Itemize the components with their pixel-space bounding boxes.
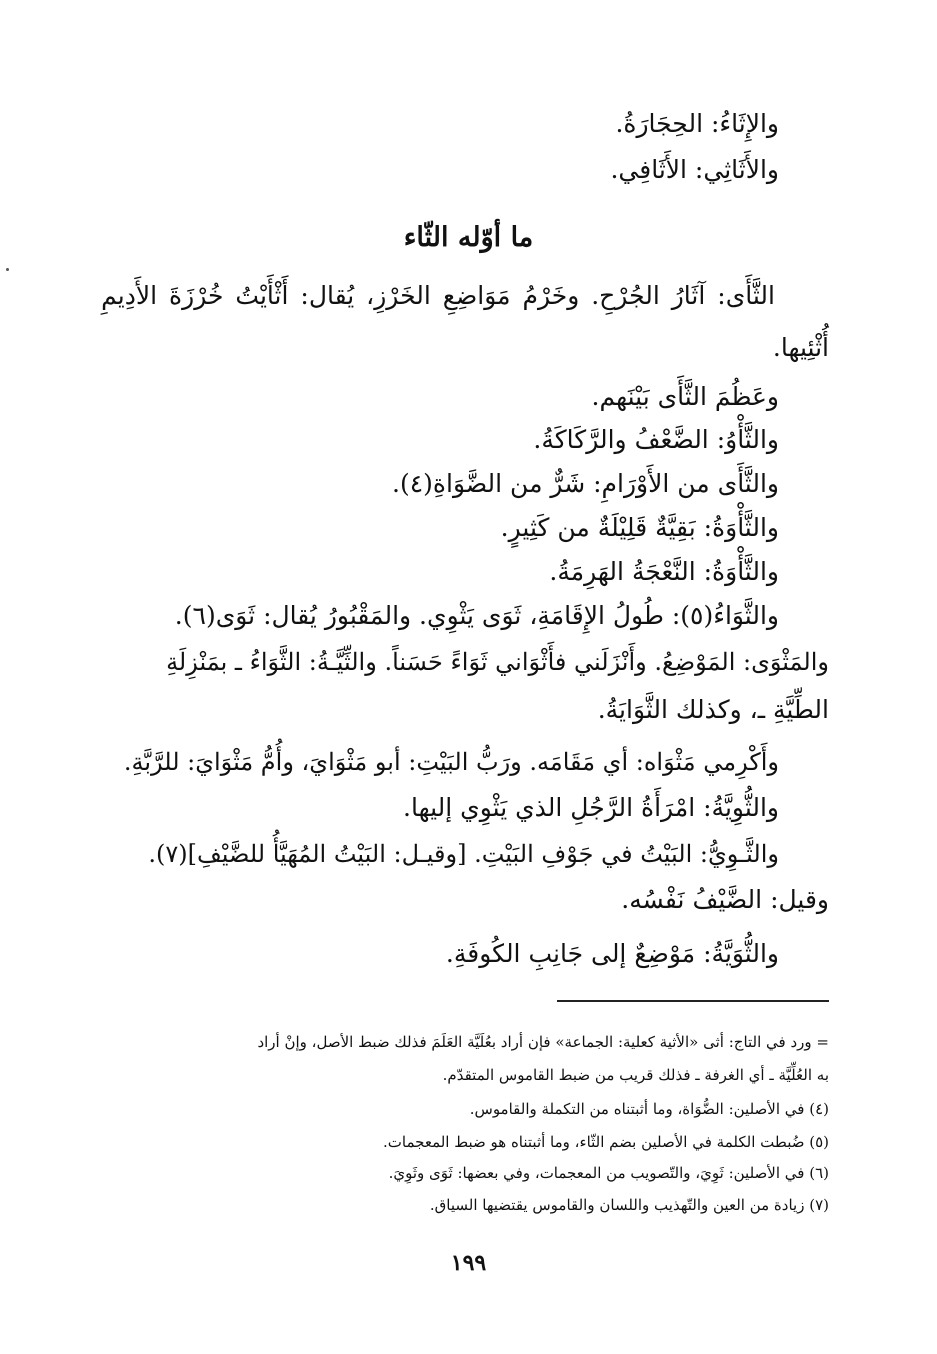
entry-line: الطِّيَّةِ ـ، وكذلك الثَّوَايَةُ. — [597, 695, 829, 724]
footnote-line: (٦) في الأصلين: ثَوِيَ، والتّصويب من المعجمات، وفي بعضها: ثَوَى وثَوِيَ. — [388, 1164, 829, 1182]
entry-line: والثَّـوِيُّ: البَيْتُ في جَوْفِ البَيْتِ. [وقيـل: البَيْتُ المُهَيَّأُ للضَّيْفِ](٧). — [148, 840, 779, 868]
entry-line: والثَّأَى من الأَوْرَامِ: شَرٌّ من الضَّوَاةِ(٤). — [392, 469, 779, 498]
entry-line: والثُّوِيَّةُ: امْرَأَةُ الرَّجُلِ الذي يَثْوِي إليها. — [403, 793, 779, 822]
footnote-line: (٧) زيادة من العين والتّهذيب واللسان والقاموس يقتضيها السياق. — [429, 1196, 829, 1214]
entry-line: الثَّأَى: آثَارُ الجُرْحِ. وخَرْمُ مَوَاضِعِ الخَرْزِ، يُقال: أَثْأَيْتُ خُرْزَةَ الأَدِيمِ — [101, 281, 775, 310]
footnote-divider — [557, 1000, 829, 1002]
entry-line: والثَّأْوَةُ: النَّعْجَةُ الهَرِمَةُ. — [549, 557, 779, 586]
footnote-line: (٥) ضُبطت الكلمة في الأصلين بضم الثّاء، وما أثبتناه هو ضبط المعجمات. — [383, 1133, 829, 1151]
section-heading: ما أوّله الثّاء — [403, 222, 534, 253]
entry-line: والمَثْوَى: المَوْضِعُ. وأَنْزَلَني فأَثْوَاني ثَوَاءً حَسَناً. والثِّيَّـةُ: الثَّوَاءُ ـ بمَنْزِلَةِ — [166, 648, 829, 676]
scan-speck — [6, 268, 9, 271]
footnote-line: = ورد في التاج: أثى «الأثية كعلية: الجماعة» فإن أراد بعُلَيَّة العَلَمَ فذلك ضبط الأصل، وإنْ أراد — [257, 1033, 829, 1051]
top-line: والإِثَاءُ: الحِجَارَةُ. — [615, 109, 779, 138]
footnote-line: (٤) في الأصلين: الضُّوَاة، وما أثبتناه من التكملة والقاموس. — [469, 1100, 829, 1118]
page-number: ١٩٩ — [450, 1250, 487, 1276]
entry-line: والثَّوَاءُ(٥): طُولُ الإِقَامَةِ، ثَوَى يَثْوِي. والمَقْبُورُ يُقال: ثَوَى(٦). — [174, 601, 779, 630]
top-line: والأَثَاثِي: الأَثَافِي. — [610, 155, 779, 184]
footnote-line: به العُلِّيَّة ـ أي الغرفة ـ فذلك قريب من ضبط القاموس المتقدّم. — [442, 1066, 829, 1084]
entry-line: وعَظُمَ الثَّأَى بَيْنَهم. — [591, 382, 779, 411]
entry-line: وقيل: الضَّيْفُ نَفْسُه. — [621, 885, 829, 914]
entry-line: والثُّوَيَّةُ: مَوْضِعٌ إلى جَانِبِ الكُوفَةِ. — [445, 939, 779, 968]
entry-line: أُثْئِيها. — [772, 333, 829, 362]
entry-line: والثَّأْوُ: الضَّعْفُ والرَّكَاكَةُ. — [533, 425, 779, 454]
entry-line: والثَّأْوَةُ: بَقِيَّةٌ قَلِيْلَةٌ من كَثِيرٍ. — [500, 513, 779, 542]
entry-line: وأَكْرِمي مَثْوَاه: أي مَقَامَه. ورَبُّ البَيْتِ: أبو مَثْوَايَ، وأُمُّ مَثْوَايَ: للرَّبَّةِ. — [123, 748, 779, 776]
